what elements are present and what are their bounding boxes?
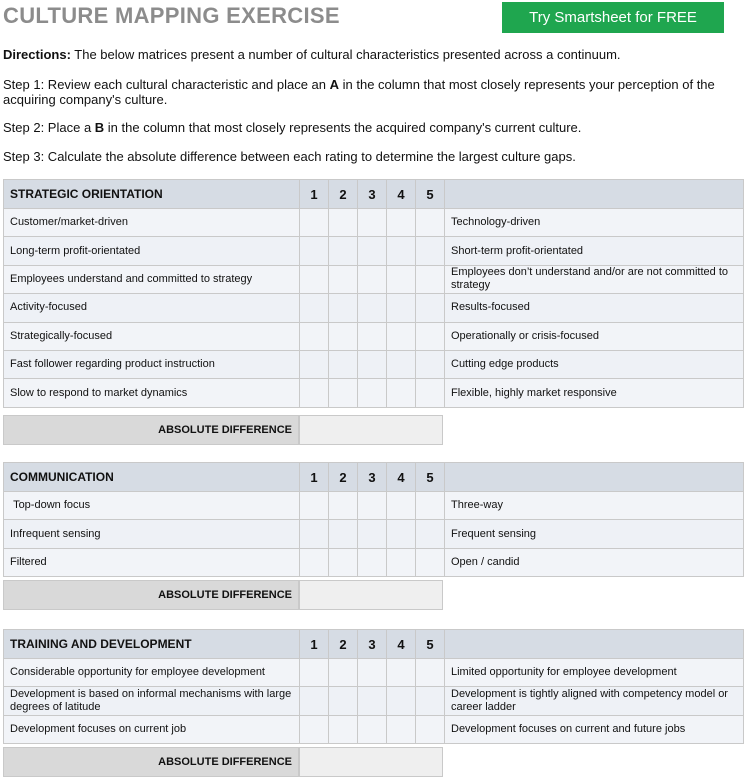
- characteristic-left: Considerable opportunity for employee development: [4, 659, 300, 687]
- rating-cell[interactable]: [358, 265, 387, 293]
- rating-cell[interactable]: [358, 209, 387, 237]
- header-blank: [445, 463, 744, 492]
- table-row: [4, 322, 744, 350]
- rating-cell[interactable]: [358, 379, 387, 407]
- rating-cell[interactable]: [300, 379, 329, 407]
- section-table: [3, 629, 744, 744]
- absolute-difference-label: ABSOLUTE DIFFERENCE: [3, 415, 299, 445]
- rating-cell[interactable]: [416, 548, 445, 576]
- absolute-difference-label: ABSOLUTE DIFFERENCE: [3, 580, 299, 610]
- rating-cell[interactable]: [387, 520, 416, 548]
- scale-header: 5: [416, 180, 445, 209]
- rating-cell[interactable]: [387, 548, 416, 576]
- rating-cell[interactable]: [387, 322, 416, 350]
- characteristic-right: Short-term profit-orientated: [445, 237, 744, 265]
- section-header-row: [4, 463, 744, 492]
- scale-header: 4: [387, 630, 416, 659]
- table-row: [4, 237, 744, 265]
- rating-cell[interactable]: [358, 659, 387, 687]
- rating-cell[interactable]: [329, 350, 358, 378]
- rating-cell[interactable]: [387, 379, 416, 407]
- scale-header: 1: [300, 180, 329, 209]
- rating-cell[interactable]: [329, 687, 358, 715]
- rating-cell[interactable]: [329, 209, 358, 237]
- scale-header: 2: [329, 630, 358, 659]
- rating-cell[interactable]: [300, 209, 329, 237]
- scale-header: 4: [387, 463, 416, 492]
- step-2-letter: B: [94, 120, 105, 135]
- step-1-text-b: in the column that most closely represents your perception of the acquiring company's culture.: [3, 77, 715, 107]
- step-3: Step 3: Calculate the absolute difference between each rating to determine the largest culture gaps.: [3, 149, 576, 164]
- rating-cell[interactable]: [300, 659, 329, 687]
- rating-cell[interactable]: [329, 265, 358, 293]
- section-title: STRATEGIC ORIENTATION: [4, 180, 300, 209]
- rating-cell[interactable]: [416, 322, 445, 350]
- directions-label: Directions:: [3, 47, 71, 62]
- characteristic-left: Strategically-focused: [4, 322, 300, 350]
- characteristic-left: Slow to respond to market dynamics: [4, 379, 300, 407]
- step-2-text-a: Step 2: Place a: [3, 120, 95, 135]
- section-title: COMMUNICATION: [4, 463, 300, 492]
- rating-cell[interactable]: [387, 209, 416, 237]
- characteristic-left: Infrequent sensing: [4, 520, 300, 548]
- scale-header: 2: [329, 180, 358, 209]
- rating-cell[interactable]: [300, 322, 329, 350]
- characteristic-left: Long-term profit-orientated: [4, 237, 300, 265]
- rating-cell[interactable]: [329, 379, 358, 407]
- characteristic-right: Technology-driven: [445, 209, 744, 237]
- characteristic-left: Fast follower regarding product instruction: [4, 350, 300, 378]
- table-row: [4, 687, 744, 715]
- rating-cell[interactable]: [300, 687, 329, 715]
- rating-cell[interactable]: [300, 548, 329, 576]
- rating-cell[interactable]: [387, 687, 416, 715]
- rating-cell[interactable]: [416, 265, 445, 293]
- rating-cell[interactable]: [300, 237, 329, 265]
- table-row: [4, 492, 744, 520]
- characteristic-left: Filtered: [4, 548, 300, 576]
- characteristic-right: Results-focused: [445, 294, 744, 322]
- scale-header: 1: [300, 463, 329, 492]
- absolute-difference-input[interactable]: [299, 747, 443, 777]
- characteristic-left: Development focuses on current job: [4, 715, 300, 743]
- characteristic-right: Employees don’t understand and/or are not committed to strategy: [445, 265, 744, 293]
- table-row: [4, 265, 744, 293]
- rating-cell[interactable]: [387, 715, 416, 743]
- table-row: [4, 294, 744, 322]
- rating-cell[interactable]: [329, 659, 358, 687]
- absolute-difference-label: ABSOLUTE DIFFERENCE: [3, 747, 299, 777]
- characteristic-right: Limited opportunity for employee development: [445, 659, 744, 687]
- rating-cell[interactable]: [387, 294, 416, 322]
- header-blank: [445, 180, 744, 209]
- section-header-row: [4, 180, 744, 209]
- absolute-difference-input[interactable]: [299, 415, 443, 445]
- characteristic-right: Cutting edge products: [445, 350, 744, 378]
- rating-cell[interactable]: [416, 520, 445, 548]
- rating-cell[interactable]: [416, 237, 445, 265]
- rating-cell[interactable]: [358, 350, 387, 378]
- rating-cell[interactable]: [416, 715, 445, 743]
- rating-cell[interactable]: [416, 209, 445, 237]
- rating-cell[interactable]: [416, 294, 445, 322]
- table-row: [4, 520, 744, 548]
- characteristic-right: Open / candid: [445, 548, 744, 576]
- rating-cell[interactable]: [300, 350, 329, 378]
- section-header-row: [4, 630, 744, 659]
- rating-cell[interactable]: [329, 322, 358, 350]
- rating-cell[interactable]: [416, 492, 445, 520]
- absolute-difference-row: [3, 580, 443, 610]
- characteristic-right: Development is tightly aligned with competency model or career ladder: [445, 687, 744, 715]
- characteristic-right: Development focuses on current and future jobs: [445, 715, 744, 743]
- rating-cell[interactable]: [300, 492, 329, 520]
- scale-header: 5: [416, 463, 445, 492]
- absolute-difference-row: [3, 747, 443, 777]
- characteristic-left: Employees understand and committed to strategy: [4, 265, 300, 293]
- rating-cell[interactable]: [387, 237, 416, 265]
- table-row: [4, 548, 744, 576]
- rating-cell[interactable]: [358, 548, 387, 576]
- rating-cell[interactable]: [387, 265, 416, 293]
- rating-cell[interactable]: [416, 659, 445, 687]
- directions-paragraph: [3, 47, 738, 62]
- rating-cell[interactable]: [300, 715, 329, 743]
- rating-cell[interactable]: [300, 520, 329, 548]
- section-title: TRAINING AND DEVELOPMENT: [4, 630, 300, 659]
- rating-cell[interactable]: [329, 294, 358, 322]
- rating-cell[interactable]: [416, 350, 445, 378]
- rating-cell[interactable]: [329, 492, 358, 520]
- scale-header: 3: [358, 630, 387, 659]
- rating-cell[interactable]: [329, 520, 358, 548]
- rating-cell[interactable]: [387, 492, 416, 520]
- table-row: [4, 209, 744, 237]
- table-row: [4, 715, 744, 743]
- table-row: [4, 350, 744, 378]
- characteristic-right: Three-way: [445, 492, 744, 520]
- table-row: [4, 659, 744, 687]
- scale-header: 1: [300, 630, 329, 659]
- rating-cell[interactable]: [358, 294, 387, 322]
- rating-cell[interactable]: [329, 548, 358, 576]
- section-table: [3, 179, 744, 408]
- rating-cell[interactable]: [329, 237, 358, 265]
- rating-cell[interactable]: [358, 237, 387, 265]
- rating-cell[interactable]: [387, 659, 416, 687]
- characteristic-right: Operationally or crisis-focused: [445, 322, 744, 350]
- scale-header: 5: [416, 630, 445, 659]
- rating-cell[interactable]: [329, 715, 358, 743]
- characteristic-right: Frequent sensing: [445, 520, 744, 548]
- scale-header: 2: [329, 463, 358, 492]
- absolute-difference-input[interactable]: [299, 580, 443, 610]
- rating-cell[interactable]: [300, 294, 329, 322]
- directions-text: The below matrices present a number of cultural characteristics presented across a continuum.: [70, 47, 621, 62]
- step-1-letter: A: [329, 77, 340, 92]
- step-2-text-b: in the column that most closely represents the acquired company's current culture.: [104, 120, 582, 135]
- header-blank: [445, 630, 744, 659]
- rating-cell[interactable]: [416, 379, 445, 407]
- characteristic-left: Top-down focus: [4, 492, 300, 520]
- scale-header: 3: [358, 463, 387, 492]
- scale-header: 4: [387, 180, 416, 209]
- absolute-difference-row: [3, 415, 443, 445]
- try-smartsheet-button[interactable]: Try Smartsheet for FREE: [502, 2, 724, 33]
- scale-header: 3: [358, 180, 387, 209]
- characteristic-left: Customer/market-driven: [4, 209, 300, 237]
- characteristic-left: Activity-focused: [4, 294, 300, 322]
- rating-cell[interactable]: [358, 492, 387, 520]
- rating-cell[interactable]: [300, 265, 329, 293]
- rating-cell[interactable]: [416, 687, 445, 715]
- characteristic-left: Development is based on informal mechanisms with large degrees of latitude: [4, 687, 300, 715]
- characteristic-right: Flexible, highly market responsive: [445, 379, 744, 407]
- rating-cell[interactable]: [358, 322, 387, 350]
- step-2: [3, 120, 738, 135]
- rating-cell[interactable]: [358, 715, 387, 743]
- rating-cell[interactable]: [358, 520, 387, 548]
- step-1: [3, 77, 738, 107]
- rating-cell[interactable]: [358, 687, 387, 715]
- section-table: [3, 462, 744, 577]
- page-title: CULTURE MAPPING EXERCISE: [3, 3, 340, 28]
- table-row: [4, 379, 744, 407]
- rating-cell[interactable]: [387, 350, 416, 378]
- step-1-text-a: Step 1: Review each cultural characteristic and place an: [3, 77, 330, 92]
